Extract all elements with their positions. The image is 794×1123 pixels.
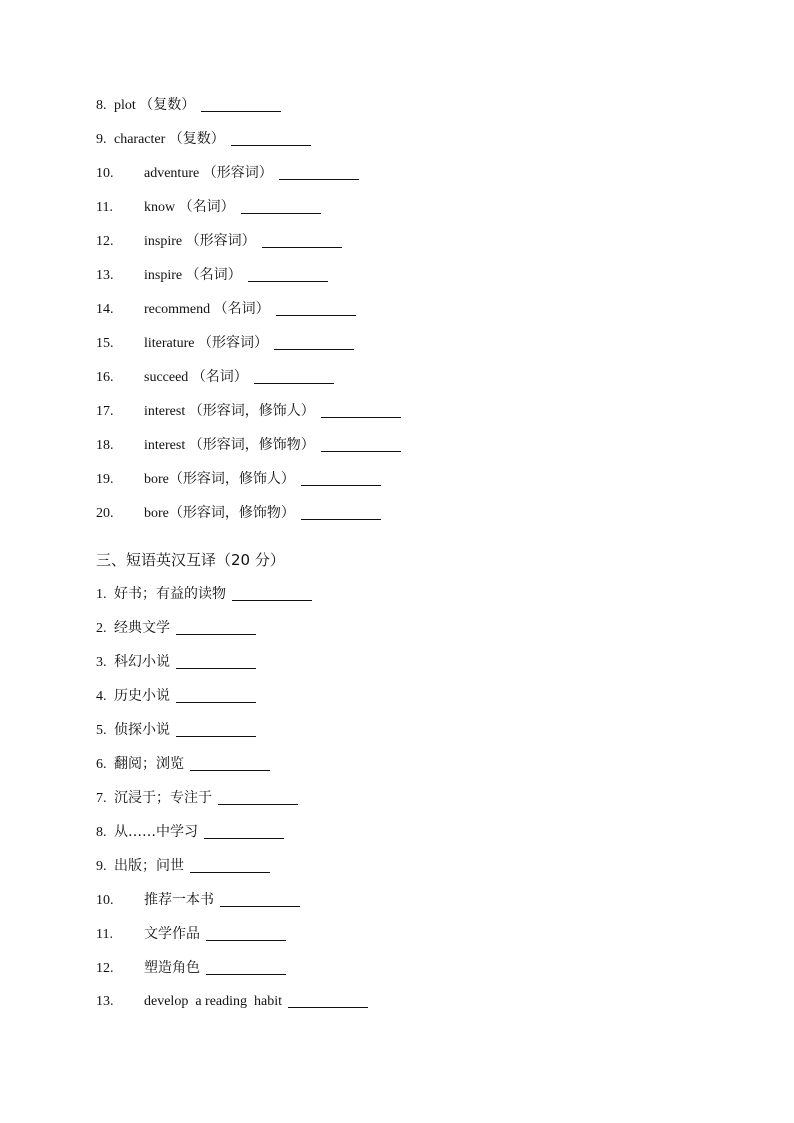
phrase-item-5 (96, 718, 256, 742)
item-hint: （形容词，修饰物） (168, 505, 295, 521)
answer-blank[interactable] (190, 754, 270, 771)
item-number: 4. (96, 689, 107, 704)
item-hint: （复数） (139, 97, 196, 113)
answer-blank[interactable] (232, 584, 312, 601)
answer-blank[interactable] (321, 401, 401, 418)
item-phrase: 历史小说 (114, 688, 170, 704)
item-hint: （名词） (178, 199, 235, 215)
word-form-item-20 (96, 501, 381, 525)
item-phrase: 推荐一本书 (144, 892, 214, 908)
phrase-item-9 (96, 854, 270, 878)
item-number: 3. (96, 655, 107, 670)
item-number: 1. (96, 587, 107, 602)
item-hint: （形容词） (185, 233, 256, 249)
item-word: recommend (144, 302, 214, 317)
item-number: 5. (96, 723, 107, 738)
word-form-item-11 (96, 195, 321, 219)
item-number: 15. (96, 336, 114, 351)
word-form-item-19 (96, 467, 381, 491)
word-form-item-13 (96, 263, 328, 287)
answer-blank[interactable] (206, 958, 286, 975)
answer-blank[interactable] (176, 652, 256, 669)
item-word: bore (144, 506, 169, 521)
answer-blank[interactable] (262, 231, 342, 248)
item-number: 13. (96, 268, 114, 283)
phrase-item-1 (96, 582, 312, 606)
answer-blank[interactable] (301, 503, 381, 520)
item-number: 12. (96, 961, 114, 976)
item-number: 7. (96, 791, 107, 806)
item-phrase: 沉浸于；专注于 (114, 790, 212, 806)
word-form-item-16 (96, 365, 334, 389)
answer-blank[interactable] (274, 333, 354, 350)
answer-blank[interactable] (231, 129, 311, 146)
item-word: character (114, 132, 169, 147)
answer-blank[interactable] (218, 788, 298, 805)
item-phrase: 从……中学习 (114, 824, 198, 840)
word-form-item-15 (96, 331, 354, 355)
answer-blank[interactable] (220, 890, 300, 907)
item-word: literature (144, 336, 199, 351)
item-hint: （复数） (168, 131, 225, 147)
phrase-item-8 (96, 820, 284, 844)
answer-blank[interactable] (276, 299, 356, 316)
item-number: 8. (96, 825, 107, 840)
item-phrase: 好书；有益的读物 (114, 586, 226, 602)
item-number: 10. (96, 166, 114, 181)
item-number: 6. (96, 757, 107, 772)
phrase-item-2 (96, 616, 256, 640)
item-word: adventure (144, 166, 203, 181)
answer-blank[interactable] (190, 856, 270, 873)
item-word: plot (114, 98, 140, 113)
item-word: succeed (144, 370, 192, 385)
answer-blank[interactable] (204, 822, 284, 839)
word-form-item-10 (96, 161, 359, 185)
answer-blank[interactable] (206, 924, 286, 941)
phrase-item-3 (96, 650, 256, 674)
item-number: 19. (96, 472, 114, 487)
phrase-item-11 (96, 922, 286, 946)
item-number: 18. (96, 438, 114, 453)
item-hint: （形容词，修饰人） (188, 403, 315, 419)
item-phrase: 经典文学 (114, 620, 170, 636)
item-phrase: 科幻小说 (114, 654, 170, 670)
phrase-item-7 (96, 786, 298, 810)
answer-blank[interactable] (321, 435, 401, 452)
answer-blank[interactable] (279, 163, 359, 180)
item-number: 17. (96, 404, 114, 419)
answer-blank[interactable] (176, 618, 256, 635)
answer-blank[interactable] (248, 265, 328, 282)
item-hint: （形容词，修饰物） (188, 437, 315, 453)
item-number: 11. (96, 200, 113, 215)
item-number: 12. (96, 234, 114, 249)
item-word: interest (144, 438, 189, 453)
answer-blank[interactable] (254, 367, 334, 384)
answer-blank[interactable] (241, 197, 321, 214)
word-form-item-18 (96, 433, 401, 457)
phrase-item-4 (96, 684, 256, 708)
answer-blank[interactable] (176, 720, 256, 737)
item-phrase: 侦探小说 (114, 722, 170, 738)
item-hint: （形容词，修饰人） (168, 471, 295, 487)
item-word: bore (144, 472, 169, 487)
item-hint: （形容词） (202, 165, 273, 181)
phrase-item-12 (96, 956, 286, 980)
word-form-item-12 (96, 229, 342, 253)
item-word: inspire (144, 268, 186, 283)
section-title: 三、短语英汉互译（20 分） (96, 551, 285, 569)
item-hint: （名词） (213, 301, 270, 317)
item-hint: （名词） (185, 267, 242, 283)
item-number: 9. (96, 859, 107, 874)
phrase-item-13 (96, 990, 368, 1014)
word-form-item-17 (96, 399, 401, 423)
item-word: know (144, 200, 179, 215)
item-hint: （名词） (191, 369, 248, 385)
word-form-item-9 (96, 127, 311, 151)
item-number: 14. (96, 302, 114, 317)
item-phrase: 翻阅；浏览 (114, 756, 184, 772)
word-form-item-14 (96, 297, 356, 321)
item-number: 13. (96, 994, 114, 1009)
phrase-item-10 (96, 888, 300, 912)
answer-blank[interactable] (201, 95, 281, 112)
item-phrase: 文学作品 (144, 926, 200, 942)
item-word: interest (144, 404, 189, 419)
item-number: 16. (96, 370, 114, 385)
item-number: 11. (96, 927, 113, 942)
item-number: 8. (96, 98, 107, 113)
item-phrase: 塑造角色 (144, 960, 200, 976)
answer-blank[interactable] (301, 469, 381, 486)
answer-blank[interactable] (176, 686, 256, 703)
item-number: 9. (96, 132, 107, 147)
item-phrase: 出版；问世 (114, 858, 184, 874)
item-number: 20. (96, 506, 114, 521)
word-form-item-8 (96, 93, 281, 117)
item-word: inspire (144, 234, 186, 249)
answer-blank[interactable] (288, 991, 368, 1008)
item-number: 2. (96, 621, 107, 636)
item-hint: （形容词） (198, 335, 269, 351)
item-phrase: develop a reading habit (144, 994, 283, 1009)
item-number: 10. (96, 893, 114, 908)
phrase-item-6 (96, 752, 270, 776)
